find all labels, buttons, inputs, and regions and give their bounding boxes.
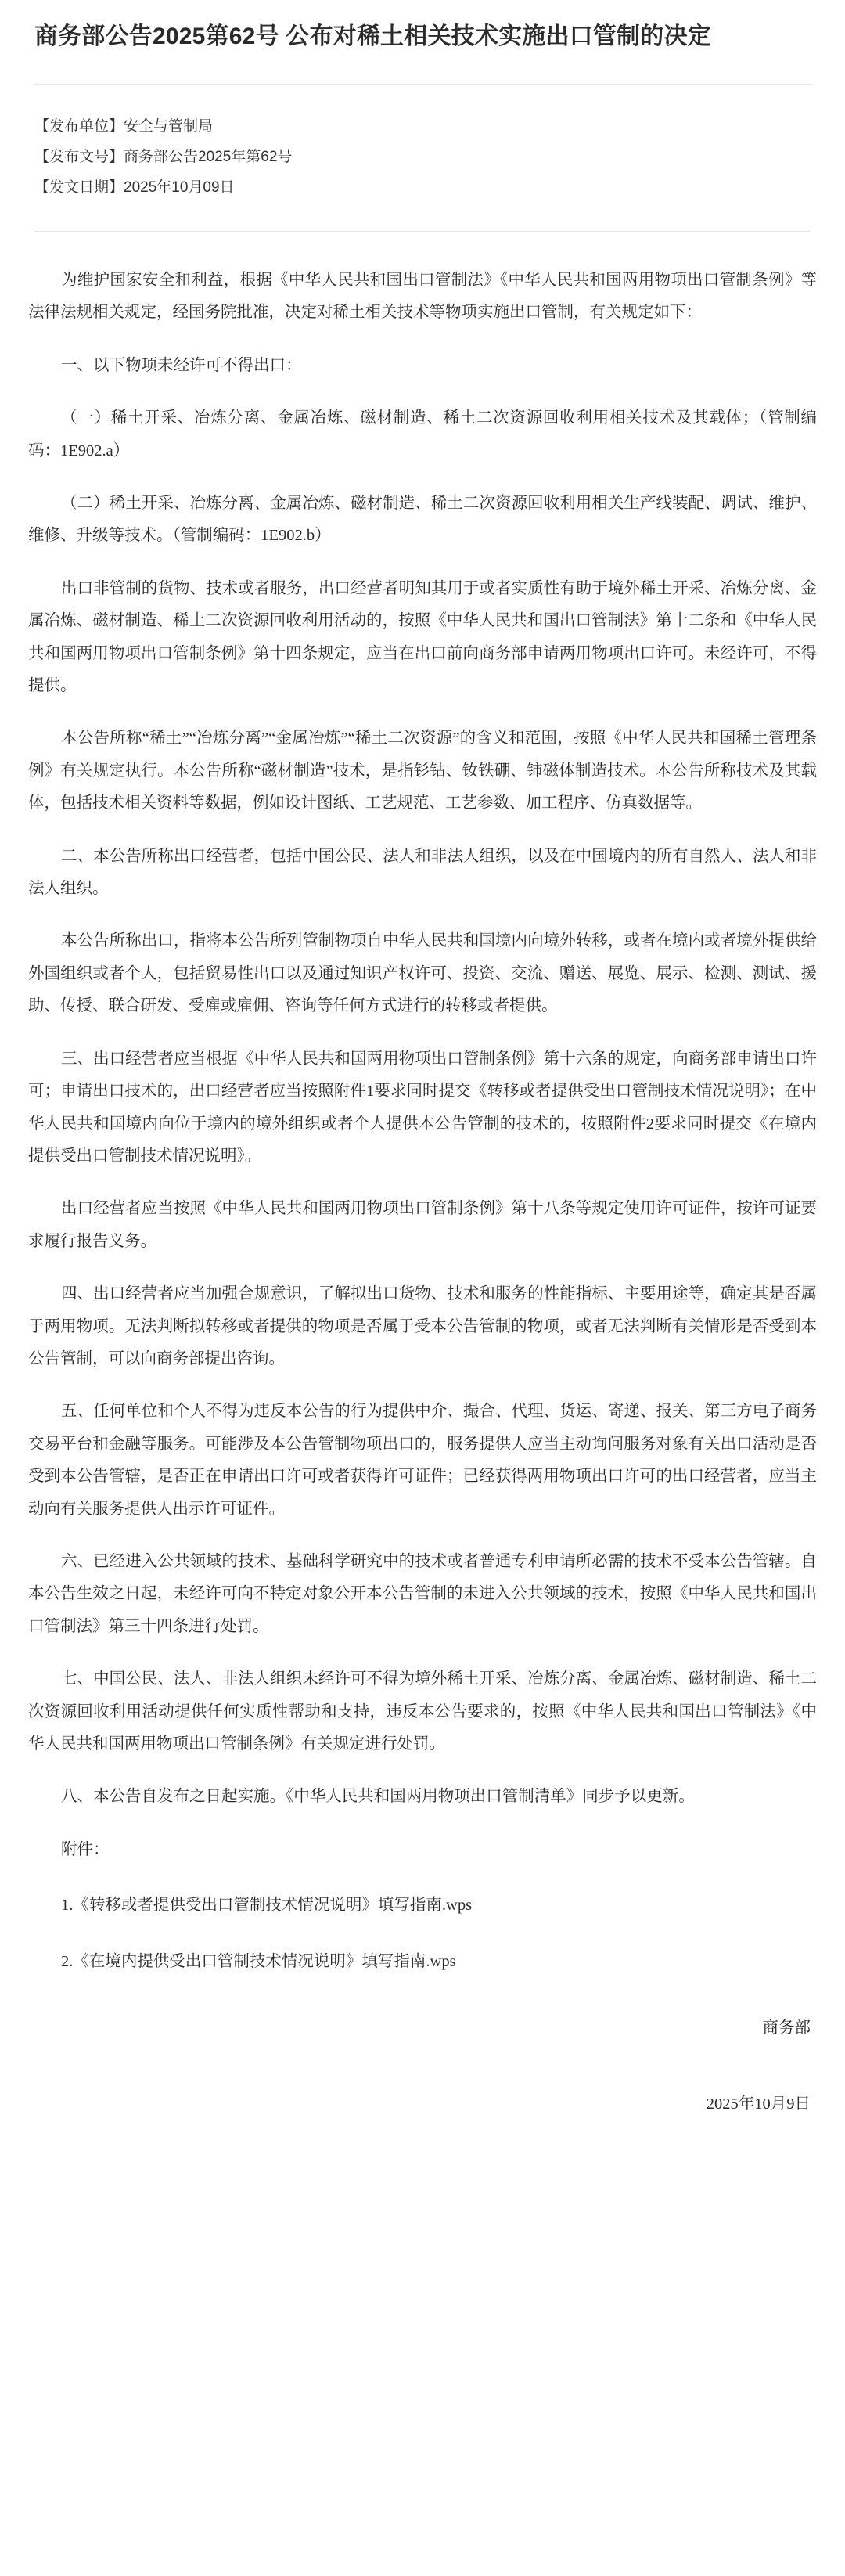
paragraph-article-8: 八、本公告自发布之日起实施。《中华人民共和国两用物项出口管制清单》同步予以更新。 (61, 1788, 695, 1806)
meta-row-date (34, 172, 811, 203)
paragraph-item-1-1: （一）稀土开采、冶炼分离、金属冶炼、磁材制造、稀土二次资源回收利用相关技术及其载体；（管制编码：1E902.a） (28, 409, 817, 459)
paragraph-article-6: 六、已经进入公共领域的技术、基础科学研究中的技术或者普通专利申请所必需的技术不受本公告管辖。自本公告生效之日起，未经许可向不特定对象公开本公告管制的未进入公共领域的技术，按照《中华人民共和国出口管制法》第三十四条进行处罚。 (28, 1552, 817, 1635)
signature-date: 2025年10月9日 (706, 2095, 811, 2113)
paragraph-preamble: 为维护国家安全和利益，根据《中华人民共和国出口管制法》《中华人民共和国两用物项出口管制条例》等法律法规相关规定，经国务院批准，决定对稀土相关技术等物项实施出口管制，有关规定如下： (28, 271, 817, 322)
paragraph-definitions: 本公告所称“稀土”“冶炼分离”“金属冶炼”“稀土二次资源”的含义和范围，按照《中华人民共和国稀土管理条例》有关规定执行。本公告所称“磁材制造”技术，是指钐钴、钕铁硼、铈磁体制造技术。本公告所称技术及其载体，包括技术相关资料等数据，例如设计图纸、工艺规范、工艺参数、加工程序、仿真数据等。 (28, 730, 817, 812)
meta-label-publisher: 【发布单位】 (34, 117, 124, 135)
document-body (0, 232, 845, 1978)
meta-value-docnumber: 商务部公告2025年第62号 (124, 148, 293, 165)
document-metadata (0, 85, 845, 203)
meta-value-date: 2025年10月09日 (124, 178, 235, 196)
paragraph-noncontrolled-goods: 出口非管制的货物、技术或者服务，出口经营者明知其用于或者实质性有助于境外稀土开采、冶炼分离、金属冶炼、磁材制造、稀土二次资源回收利用活动的，按照《中华人民共和国出口管制法》第十二条和《中华人民共和国两用物项出口管制条例》第十四条规定，应当在出口前向商务部申请两用物项出口许可。未经许可，不得提供。 (28, 579, 817, 695)
signature-organization: 商务部 (762, 2019, 811, 2037)
document-header (0, 0, 845, 56)
attachments-heading: 附件： (61, 1840, 110, 1858)
paragraph-article-1: 一、以下物项未经许可不得出口： (61, 356, 302, 374)
meta-value-publisher: 安全与管制局 (124, 117, 214, 135)
page-title: 商务部公告2025第62号 公布对稀土相关技术实施出口管制的决定 (34, 23, 711, 49)
paragraph-item-1-2: （二）稀土开采、冶炼分离、金属冶炼、磁材制造、稀土二次资源回收利用相关生产线装配、调试、维护、维修、升级等技术。（管制编码：1E902.b） (28, 495, 817, 545)
signature-block (0, 2001, 845, 2121)
page-bottom-spacer (0, 2121, 845, 2153)
meta-row-publisher (34, 111, 811, 142)
paragraph-article-7: 七、中国公民、法人、非法人组织未经许可不得为境外稀土开采、冶炼分离、金属冶炼、磁材制造、稀土二次资源回收利用活动提供任何实质性帮助和支持，违反本公告要求的，按照《中华人民共和国出口管制法》《中华人民共和国两用物项出口管制条例》有关规定进行处罚。 (28, 1670, 817, 1753)
meta-label-date: 【发文日期】 (34, 178, 124, 196)
paragraph-article-4: 四、出口经营者应当加强合规意识，了解拟出口货物、技术和服务的性能指标、主要用途等，确定其是否属于两用物项。无法判断拟转移或者提供的物项是否属于受本公告管制的物项，或者无法判断有关情形是否受到本公告管制，可以向商务部提出咨询。 (28, 1285, 817, 1367)
paragraph-export-definition: 本公告所称出口，指将本公告所列管制物项自中华人民共和国境内向境外转移，或者在境内或者境外提供给外国组织或者个人，包括贸易性出口以及通过知识产权许可、投资、交流、赠送、展览、展示、检测、测试、援助、传授、联合研发、受雇或雇佣、咨询等任何方式进行的转移或者提供。 (28, 932, 817, 1015)
meta-row-docnumber (34, 142, 811, 172)
paragraph-license-usage: 出口经营者应当按照《中华人民共和国两用物项出口管制条例》第十八条等规定使用许可证件，按许可证要求履行报告义务。 (28, 1200, 817, 1250)
paragraph-article-2: 二、本公告所称出口经营者，包括中国公民、法人和非法人组织，以及在中国境内的所有自然人、法人和非法人组织。 (28, 847, 817, 898)
attachment-link-1[interactable]: 1.《转移或者提供受出口管制技术情况说明》填写指南.wps (61, 1897, 473, 1915)
attachment-link-2[interactable]: 2.《在境内提供受出口管制技术情况说明》填写指南.wps (61, 1952, 456, 1970)
paragraph-article-5: 五、任何单位和个人不得为违反本公告的行为提供中介、撮合、代理、货运、寄递、报关、第三方电子商务交易平台和金融等服务。可能涉及本公告管制物项出口的，服务提供人应当主动询问服务对象有关出口活动是否受到本公告管辖，是否正在申请出口许可或者获得许可证件；已经获得两用物项出口许可的出口经营者，应当主动向有关服务提供人出示许可证件。 (28, 1403, 817, 1518)
meta-label-docnumber: 【发布文号】 (34, 148, 124, 165)
paragraph-article-3: 三、出口经营者应当根据《中华人民共和国两用物项出口管制条例》第十六条的规定，向商务部申请出口许可；申请出口技术的，出口经营者应当按照附件1要求同时提交《转移或者提供受出口管制技术情况说明》；在中华人民共和国境内向位于境内的境外组织或者个人提供本公告管制的技术的，按照附件2要求同时提交《在境内提供受出口管制技术情况说明》。 (28, 1050, 817, 1165)
